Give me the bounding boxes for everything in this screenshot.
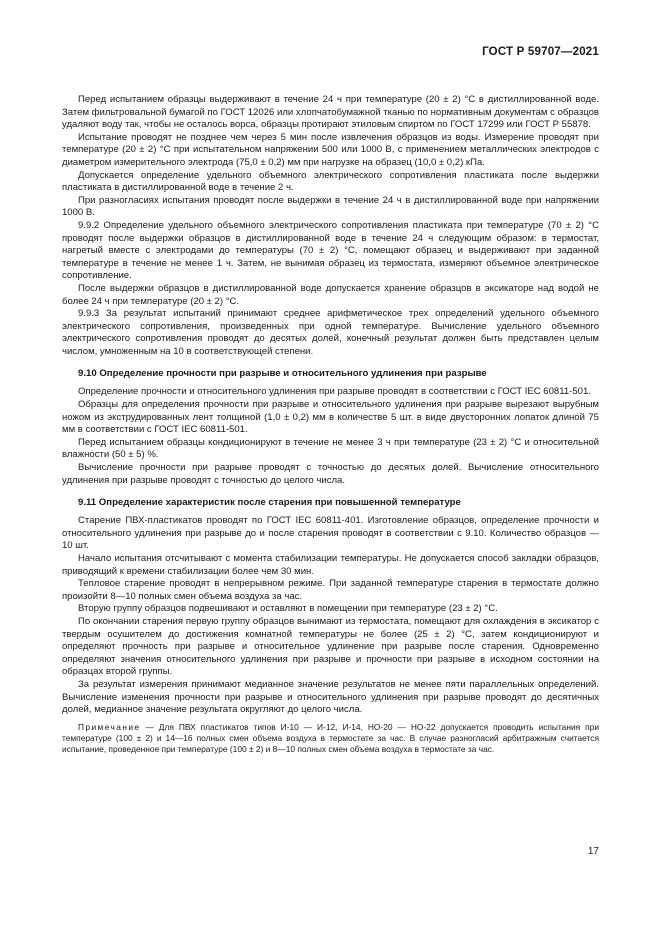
note-text: — Для ПВХ пластикатов типов И-10 — И-12, И-14, НО-20 — НО-22 допускается проводить испытания при температуре (100 ± 2) и 14—16 полных смен объема воздуха в термостате за час. В случае разногласий арбитражным считается испытание, проведенное при температуре (100 ± 2) и 8—10 полных смен объема воздуха в термостате за час.: [62, 721, 599, 755]
paragraph: Вычисление прочности при разрыве проводят с точностью до десятых долей. Вычисление относительного удлинения при разрыве проводят с точностью до целого числа.: [62, 462, 599, 486]
paragraph: При разногласиях испытания проводят после выдержки в течение 24 ч в дистиллированной воде при напряжении 1000 В.: [62, 194, 599, 219]
paragraph: Старение ПВХ-пластикатов проводят по ГОСТ IEC 60811-401. Изготовление образцов, определение прочности и относительного удлинения при разрыве до и после старения проводят в соответствии с 9.10. Количество образцов — 10 шт.: [62, 515, 599, 552]
paragraph: По окончании старения первую группу образцов вынимают из термостата, помещают для охлаждения в эксикатор с твердым осушителем до достижения комнатной температуры не более (25 ± 2) °С, затем кондиционируют и определяют прочность при разрыве и относительное удлинение при разрыве после старения. Одновременно определяют значения относительного удлинения при разрыве и прочности при разрыве в исходном состоянии на образцах второй группы.: [62, 615, 599, 678]
paragraph: После выдержки образцов в дистиллированной воде допускается хранение образцов в эксикаторе над водой не более 24 ч при температуре (20 ± 2) °С.: [62, 282, 599, 307]
section-heading-9-11: 9.11 Определение характеристик после старения при повышенной температуре: [78, 497, 461, 509]
standard-header: ГОСТ Р 59707—2021: [482, 46, 599, 58]
paragraph: Образцы для определения прочности при разрыве и относительного удлинения при разрыве вырезают вырубным ножом из экструдированных лент толщиной (1,0 ± 0,2) мм в количестве 5 шт. в виде двусторонних лопаток длиной 75 мм в соответствии с ГОСТ IEC 60811-501.: [62, 399, 599, 436]
paragraph: Испытание проводят не позднее чем через 5 мин после извлечения образцов из воды. Измерение проводят при температуре (20 ± 2) °С при испытательном напряжении 500 или 1000 В, с применением металлических электродов с диаметром измерительного электрода (75,0 ± 0,2) мм при нагрузке на образец (10,0 ± 0,2) кПа.: [62, 131, 599, 168]
section-heading-9-10: 9.10 Определение прочности при разрыве и относительного удлинения при разрыве: [78, 368, 487, 380]
paragraph: Перед испытанием образцы выдерживают в течение 24 ч при температуре (20 ± 2) °С в дистиллированной воде. Затем фильтровальной бумагой по ГОСТ 12026 или хлопчатобумажной тканью по нормативным документам с образцов удаляют воду так, чтобы не осталось ворса, образцы протирают этиловым спиртом по ГОСТ 17299 или ГОСТ Р 55878.: [62, 94, 599, 131]
paragraph: 9.9.3 За результат испытаний принимают среднее арифметическое трех определений удельного объемного электрического сопротивления, произведенных при одной температуре. Вычисление удельного объемного электрического сопротивления проводят до десятых долей, конечный результат должен быть представлен целым числом, умноженным на 10 в соответствующей степени.: [62, 308, 599, 357]
paragraph: Определение прочности и относительного удлинения при разрыве проводят в соответствии с ГОСТ IEC 60811-501.: [78, 386, 591, 398]
note-label: Примечание: [78, 721, 141, 732]
paragraph: 9.9.2 Определение удельного объемного электрического сопротивления пластиката при температуре (70 ± 2) °С проводят после выдержки образцов в дистиллированной воде в течение 24 ч следующим образом: в термостат, нагретый вместе с электродами до температуры (70 ± 2) °С, помещают образец и выдерживают при заданной температуре в течение не менее 1 ч. Затем, не вынимая образец из термостата, измеряют объемное электрическое сопротивление.: [62, 219, 599, 282]
paragraph: Вторую группу образцов подвешивают и оставляют в помещении при температуре (23 ± 2) °С.: [78, 603, 498, 615]
paragraph: Тепловое старение проводят в непрерывном режиме. При заданной температуре старения в термостате должно произойти 8—10 полных смен объема воздуха за час.: [62, 578, 599, 602]
paragraph: Допускается определение удельного объемного электрического сопротивления пластиката после выдержки пластиката в дистиллированной воде в течение 2 ч.: [62, 169, 599, 194]
paragraph: Начало испытания отсчитывают с момента стабилизации температуры. Не допускается способ закладки образцов, приводящий к времени стабилизации более чем 30 мин.: [62, 553, 599, 577]
paragraph: За результат измерения принимают медианное значение результатов не менее пяти параллельных определений. Вычисление изменения прочности при разрыве и относительного удлинения при разрыве проводят до десятичных долей, медианное значение результата округляют до целого числа.: [62, 678, 599, 716]
paragraph: Перед испытанием образцы кондиционируют в течение не менее 3 ч при температуре (23 ± 2) °С и относительной влажности (50 ± 5) %.: [62, 436, 599, 461]
body-text: [62, 94, 599, 756]
note: [62, 722, 599, 756]
page-number: 17: [587, 846, 599, 857]
